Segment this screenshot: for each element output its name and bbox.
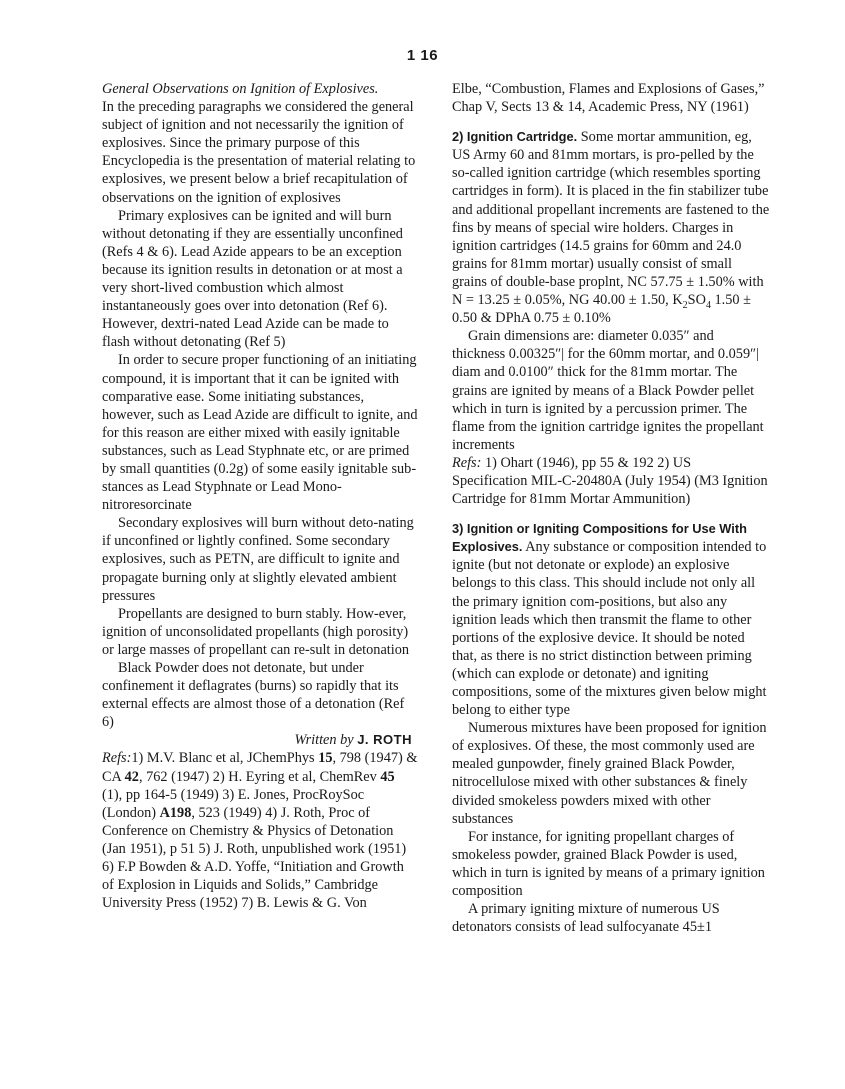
page-number: 1 16 [406, 47, 439, 64]
igniting-compositions-paragraph [452, 520, 770, 719]
ignition-cartridge-heading: 2) Ignition Cartridge. [452, 129, 578, 145]
secondary-explosives-paragraph: Secondary explosives will burn without deto-nating if unconfined or lightly confined. Some secondary explosives, such as PETN, are difficult to ignite and propagate burning only at slightly elevated ambient pressures [102, 515, 414, 604]
references-paragraph [102, 749, 418, 912]
ref-text: , 762 (1947) 2) H. Eyring et al, ChemRev [138, 768, 377, 785]
igniting-compositions-heading: 3) Ignition or Igniting Compositions for Use With Explosives. [452, 521, 747, 555]
black-powder-paragraph: Black Powder does not detonate, but under confinement it deflagrates (burns) so rapidly that its external effects are almost those of a detonation (Ref 6) [102, 660, 405, 731]
signature-prefix: Written by [294, 732, 354, 749]
ref-volume: A198 [159, 804, 192, 821]
general-observations-paragraph [102, 80, 418, 207]
right-column [452, 80, 770, 936]
references-label: Refs: [102, 750, 132, 767]
section-text: Any substance or composition intended to ignite (but not detonate or explode) an explosive belongs to this class. This should include not only all the primary ignition com-positions, but also any ignition leads which then transmit the flame to other portions of the explosive device. It should be noted that, as there is no strict distinction between priming (which can explode or detonate) and igniting compositions, some of the mixtures given below might belong to either type [452, 539, 767, 719]
ref-text: , 523 (1949) 4) J. Roth, Proc of Conference on Chemistry & Physics of Detonation (Jan 1951), p 51 5) J. Roth, unpublished work (1951) 6) F.P Bowden & A.D. Yoffe, “Initiation and Growth of Explosion in Liquids and Solids,” Cambridge University Press (1952) 7) B. Lewis & G. Von [102, 804, 407, 912]
ref-text: (1), pp 164-5 (1949) 3) E. Jones, ProcRoySoc (London) [102, 786, 365, 821]
detonator-mixture-paragraph: A primary igniting mixture of numerous US detonators consists of lead sulfocyanate 45±1 [452, 901, 720, 936]
initiating-compound-paragraph: In order to secure proper functioning of an initiating compound, it is important that it can be ignited with comparative ease. Some initiating substances, however, such as Lead Azide are difficult to ignite, and for this reason are either mixed with easily ignitable substances, such as Lead Styphnate etc, or are primed by small quantities (0.2g) of some easily ignitable sub-stances as Lead Styphnate or Lead Mono-nitroresorcinate [102, 352, 418, 514]
left-column [102, 80, 418, 912]
section-text: Some mortar ammunition, eg, US Army 60 and 81mm mortars, is pro-pelled by the so-called ignition cartridge (which resembles sporting cartridges in form). It is placed in the fin stabilizer tube and additional propellant increments are fastened to the fins by means of special wire holders. Charges in ignition cartridges (14.5 grains for 60mm and 24.0 grains for 81mm mortar) usually consist of small grains of double-base proplnt, NC 57.75 ± 1.50% with N = 13.25 ± 0.05%, NG 40.00 ± 1.50, K [452, 129, 770, 309]
intro-text: In the preceding paragraphs we considered the general subject of ignition and not necessarily the ignition of explosives. Since the primary purpose of this Encyclopedia is the presentation of material relating to explosives, we present below a brief recapitulation of observations on the ignition of explosives [102, 99, 416, 206]
subscript: 2 [682, 299, 688, 311]
continued-reference: Elbe, “Combustion, Flames and Explosions of Gases,” Chap V, Sects 13 & 14, Academic Press, NY (1961) [452, 81, 765, 116]
ref-volume: 45 [380, 768, 395, 785]
author-signature [102, 731, 418, 749]
references-text: 1) Ohart (1946), pp 55 & 192 2) US Specification MIL-C-20480A (July 1954) (M3 Ignition Cartridge for 81mm Mortar Ammunition) [452, 454, 768, 508]
numerous-mixtures-paragraph: Numerous mixtures have been proposed for ignition of explosives. Of these, the most commonly used are mealed gunpowder, finely grained Black Powder, nitrocellulose mixed with other substances & finely divided smokeless powders mixed with other substances [452, 720, 767, 827]
grain-dimensions-paragraph: Grain dimensions are: diameter 0.035″ and thickness 0.00325″| for the 60mm mortar, and 0.059″| diam and 0.0100″ thick for the 81mm mortar. The grains are ignited by means of a Black Powder pellet which in turn is ignited by a percussion primer. The flame from the ignition cartridge ignites the propellant increments [452, 328, 764, 453]
ref-volume: 15 [318, 750, 333, 767]
ref-volume: 42 [124, 768, 139, 785]
subscript: 4 [705, 299, 711, 311]
section-text: 1.50 ± 0.50 & DPhA 0.75 ± 0.10% [452, 292, 751, 327]
propellants-paragraph: Propellants are designed to burn stably. How-ever, ignition of unconsolidated propellants (high porosity) or large masses of propellant can re-sult in detonation [102, 605, 410, 658]
section-heading: General Observations on Ignition of Explosives. [102, 81, 379, 97]
references-label: Refs: [452, 454, 482, 471]
primary-explosives-paragraph: Primary explosives can be ignited and will burn without detonating if they are essentially unconfined (Refs 4 & 6). Lead Azide appears to be an exception because its ignition results in detonation or at most a very short-lived combustion which almost instantaneously goes over into detonation (Ref 6). However, dextri-nated Lead Azide can be made to flash without detonating (Ref 5) [102, 207, 403, 351]
cartridge-references [452, 454, 770, 508]
section-text: SO [687, 292, 706, 309]
ignition-cartridge-paragraph [452, 128, 770, 327]
smokeless-powder-paragraph: For instance, for igniting propellant charges of smokeless powder, grained Black Powder is used, which in turn is ignited by means of a primary ignition composition [452, 828, 765, 900]
ref-text: , 798 (1947) & CA [102, 750, 418, 785]
signature-name: J. ROTH [357, 732, 412, 748]
ref-text: 1) M.V. Blanc et al, JChemPhys [131, 750, 315, 767]
